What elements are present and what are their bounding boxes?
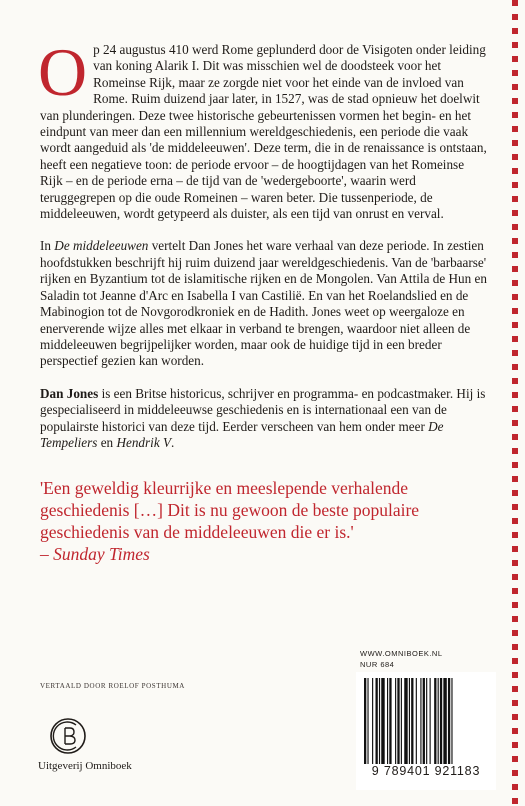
barcode-bar — [389, 678, 391, 764]
quote-dash: – — [40, 544, 54, 565]
omniboek-logo-icon — [48, 716, 88, 756]
quote-source: Sunday Times — [53, 544, 150, 565]
book-title: De middeleeuwen — [54, 238, 149, 254]
barcode-bar — [434, 678, 436, 764]
barcode-bar — [426, 678, 427, 764]
publisher-name: Uitgeverij Omniboek — [38, 760, 132, 772]
publication-meta — [360, 648, 443, 670]
intro-paragraph — [38, 34, 490, 222]
summary-paragraph — [40, 238, 490, 369]
review-quote — [40, 477, 490, 565]
barcode-bar — [420, 678, 421, 764]
barcode-box — [356, 672, 496, 790]
barcode-bar — [438, 678, 439, 764]
barcode-bar — [411, 678, 413, 764]
author-and: en — [97, 434, 117, 450]
red-stitch-border — [505, 0, 525, 806]
barcode-bar — [379, 678, 380, 764]
barcode-bar — [395, 678, 396, 764]
nur-code: NUR 684 — [360, 660, 395, 669]
drop-cap: O — [38, 34, 88, 110]
author-end: . — [171, 434, 175, 450]
barcode-bar — [443, 678, 446, 764]
barcode-bar — [367, 678, 368, 764]
back-cover-text — [38, 34, 490, 565]
barcode-bar — [397, 678, 399, 764]
publisher-website: WWW.OMNIBOEK.NL — [360, 649, 443, 658]
author-book-2: Hendrik V — [116, 434, 172, 450]
author-paragraph — [40, 386, 490, 452]
barcode-bar — [440, 678, 442, 764]
barcode-bar — [376, 678, 378, 764]
barcode-bar — [430, 678, 431, 764]
barcode-bar — [404, 678, 407, 764]
publisher-logo — [38, 716, 148, 772]
translator-credit: VERTAALD DOOR ROELOF POSTHUMA — [40, 682, 185, 690]
quote-text: 'Een geweldig kleurrijke en meeslepende verhalende geschiedenis […] Dit is nu gewoon de beste populaire geschiedenis van de middeleeuwen die er is.' — [40, 478, 420, 543]
barcode-bar — [416, 678, 417, 764]
isbn-number: 9 789401 921183 — [371, 764, 481, 778]
summary-lead: In — [40, 238, 55, 254]
barcode-bar — [448, 678, 450, 764]
barcode-bar — [451, 678, 452, 764]
barcode-bar — [387, 678, 388, 764]
intro-text: p 24 augustus 410 werd Rome geplunderd door de Visigoten onder leiding van koning Alarik I. Dit was misschien wel de doodsteek voor het Romeinse Rijk, maar ze zorgde niet voor het einde van de invloed van Rome. Ruim duizend jaar later, in 1527, was de stad opnieuw het doelwit van plunderingen. Deze twee historische gebeurtenissen vormen het begin- en het eindpunt van meer dan een millennium wereldgeschiedenis, een periode die vaak wordt aangeduid als 'de middeleeuwen'. Deze term, die in de renaissance is ontstaan, heeft een negatieve toon: de periode ervoor – de hoogtijdagen van het Romeinse Rijk – en de periode erna – de tijd van de 'wedergeboorte', waarin werd teruggegrepen op die oude Romeinen – waren beter. Die tussenperiode, de middeleeuwen, wordt getypeerd als duister, als een tijd van onrust en verval. — [40, 42, 487, 222]
author-name: Dan Jones — [40, 385, 99, 401]
author-text: is een Britse historicus, schrijver en programma- en podcastmaker. Hij is gespecialiseerd in middeleeuwse geschiedenis en is internationaal een van de populairste historici van deze tijd. Eerder verscheen van hem onder meer — [40, 385, 486, 434]
barcode-bar — [401, 678, 402, 764]
barcode-icon — [362, 678, 490, 764]
barcode-bar — [364, 678, 366, 764]
barcode-bar — [381, 678, 384, 764]
barcode-bar — [409, 678, 410, 764]
barcode-bar — [423, 678, 425, 764]
summary-text: vertelt Dan Jones het ware verhaal van deze periode. In zestien hoofdstukken beschrijft hij ruim duizend jaar wereldgeschiedenis. Van de 'barbaarse' rijken en Byzantium tot de islamitische rijken en de Mongolen. Van Attila de Hun en Saladin tot Jeanne d'Arc en Isabella I van Castilië. En van het Roelandslied en de Mabinogion tot de Novgorodkroniek en de Hadith. Jones weet op weergaloze en enerverende wijze alles met elkaar in verband te brengen, waardoor niet alleen de middeleeuwen begrijpelijker worden, maar ook de huidige tijd in een breder perspectief gezien kan worden. — [40, 238, 487, 369]
author-book-1: De Tempeliers — [40, 418, 444, 450]
barcode-bar — [372, 678, 373, 764]
